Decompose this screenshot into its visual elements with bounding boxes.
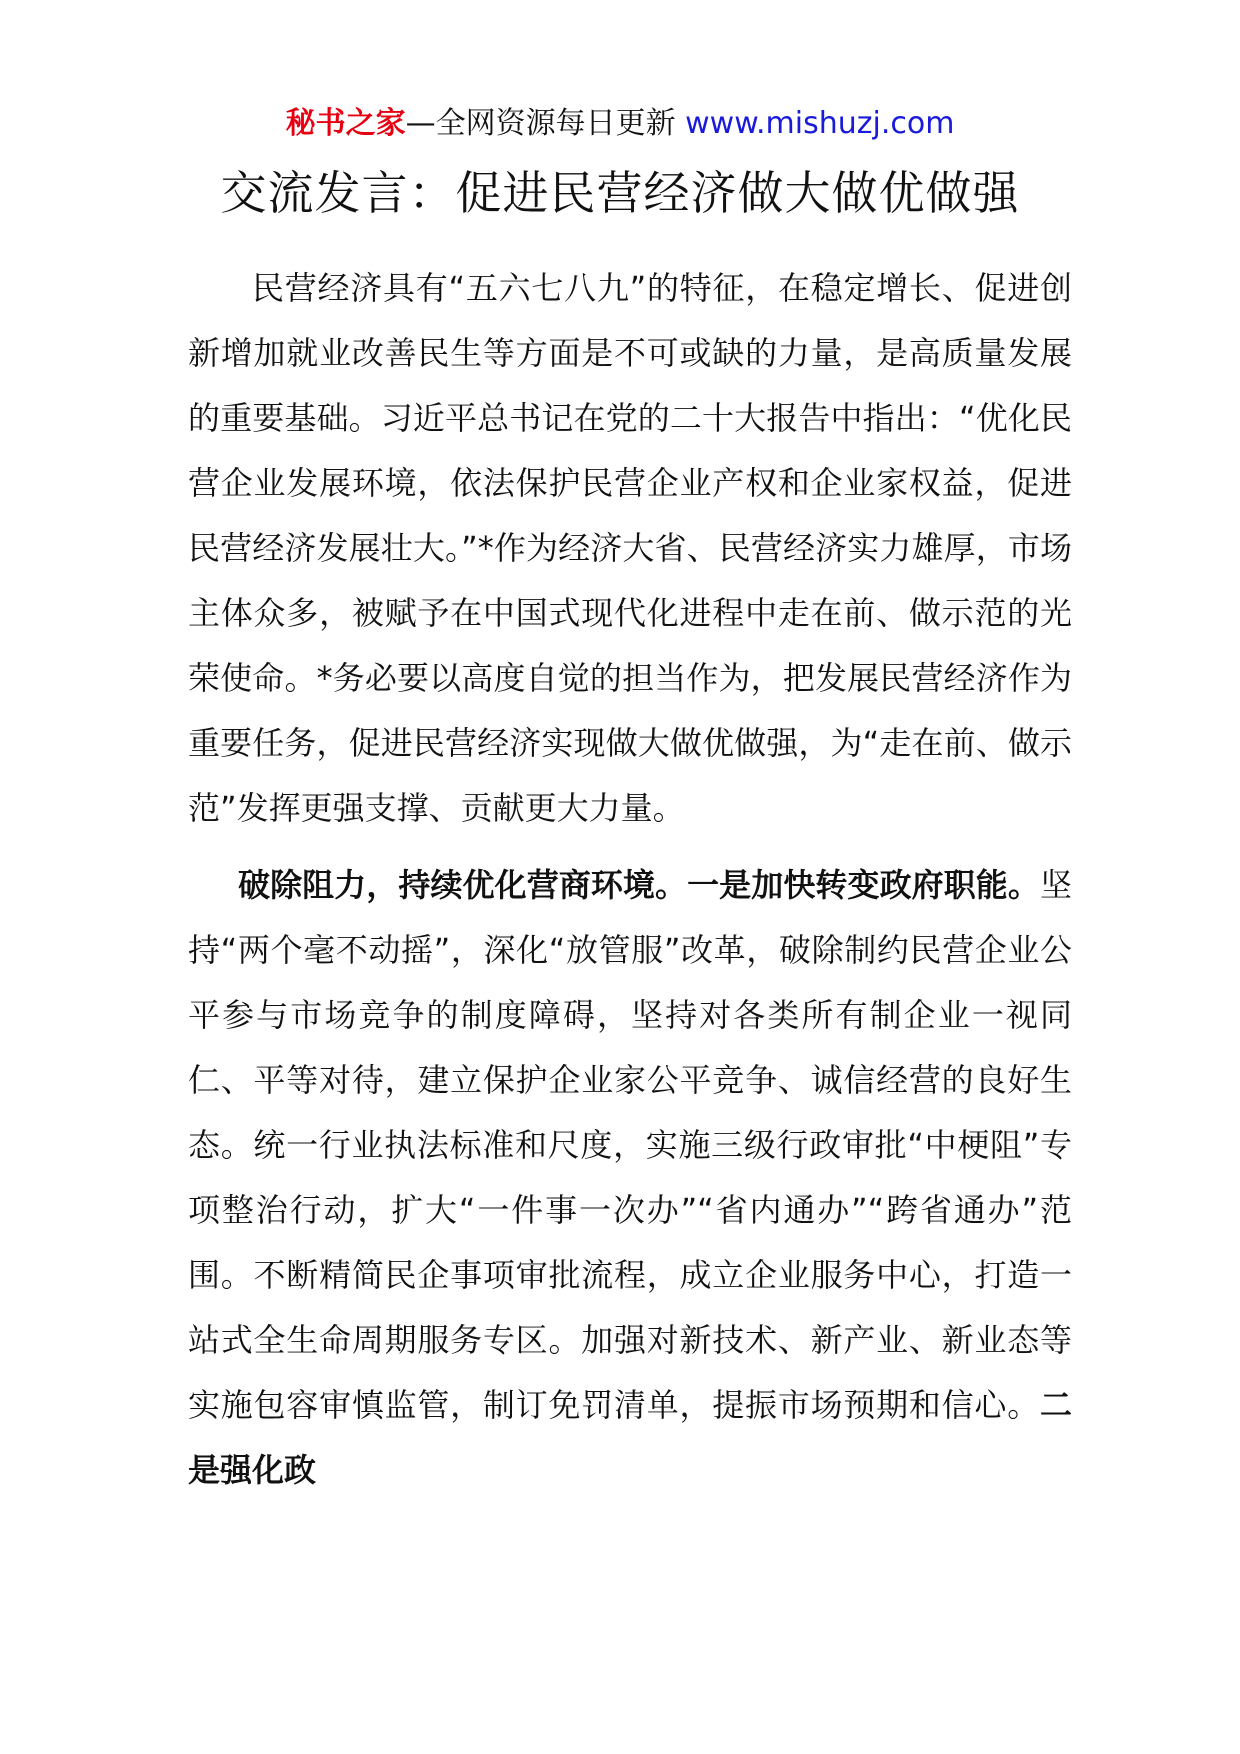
section-paragraph (188, 853, 1072, 1503)
site-tagline: —全网资源每日更新 (405, 106, 686, 141)
site-brand: 秘书之家 (285, 106, 406, 141)
section-body: 坚持“两个毫不动摇”，深化“放管服”改革，破除制约民营企业公平参与市场竞争的制度障碍，坚持对各类所有制企业一视同仁、平等对待，建立保护企业家公平竞争、诚信经营的良好生态。统一行业执法标准和尺度，实施三级行政审批“中梗阻”专项整治行动，扩大“一件事一次办”“省内通办”“跨省通办”范围。不断精简民企事项审批流程，成立企业服务中心，打造一站式全生命周期服务专区。加强对新技术、新产业、新业态等实施包容审慎监管，制订免罚清单，提振市场预期和信心。 (188, 866, 1072, 1424)
document-title: 交流发言：促进民营经济做大做优做强 (220, 166, 1020, 220)
site-url-link[interactable]: www.mishuzj.com (685, 106, 955, 141)
site-header (0, 100, 1240, 148)
document-body (188, 256, 1072, 1503)
intro-paragraph: 民营经济具有“五六七八九”的特征，在稳定增长、促进创新增加就业改善民生等方面是不可或缺的力量，是高质量发展的重要基础。习近平总书记在党的二十大报告中指出：“优化民营企业发展环境，依法保护民营企业产权和企业家权益，促进民营经济发展壮大。”*作为经济大省、民营经济实力雄厚，市场主体众多，被赋予在中国式现代化进程中走在前、做示范的光荣使命。*务必要以高度自觉的担当作为，把发展民营经济作为重要任务，促进民营经济实现做大做优做强，为“走在前、做示范”发挥更强支撑、贡献更大力量。 (188, 269, 1072, 827)
section-tail-heading: 二是强化政 (188, 1386, 1072, 1489)
section-heading: 破除阻力，持续优化营商环境。一是加快转变政府职能。 (238, 866, 1040, 904)
